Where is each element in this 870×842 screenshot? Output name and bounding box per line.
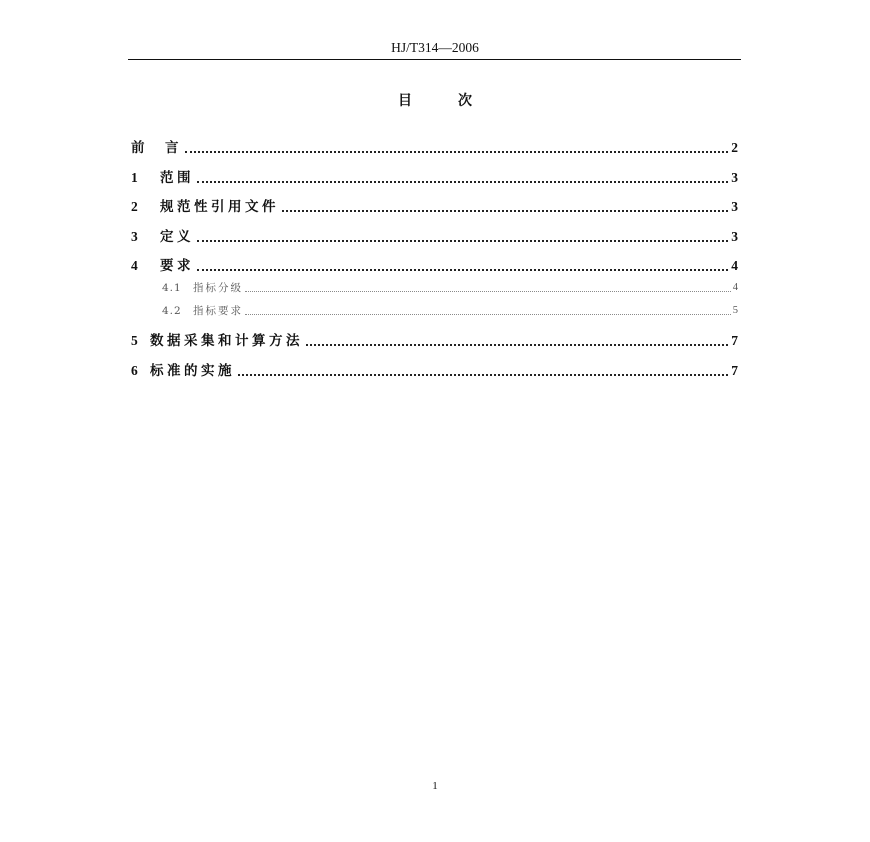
dot-leader [238,374,728,376]
toc-page-number: 7 [731,333,738,348]
toc-entry-title: 范围 [160,169,194,186]
toc-page-number: 3 [731,228,738,244]
toc-entry-title: 定义 [160,228,194,245]
dot-leader [282,210,728,212]
toc-entry-scope[interactable] [131,169,738,187]
toc-subentry-number: 4.1 [162,282,182,294]
footer-page-number: 1 [432,780,438,792]
dot-leader [185,151,728,153]
dot-leader [197,269,728,271]
toc-entry-number: 5 [131,333,138,348]
toc-entry-title: 前 言 [131,140,182,156]
toc-entry-requirements[interactable] [131,257,738,275]
toc-subentry-title: 指标要求 [193,305,243,317]
standard-code-header: HJ/T314—2006 [391,40,479,55]
toc-entry-data-collection-methods[interactable] [131,332,738,350]
toc-title: 目 次 [398,93,478,109]
toc-entry-implementation[interactable] [131,362,738,380]
toc-page-number: 7 [731,362,738,378]
toc-page-number: 4 [732,282,738,293]
dot-leader [306,344,728,346]
toc-entry-title: 数据采集和计算方法 [150,333,303,349]
toc-entry-title: 要求 [160,258,194,274]
toc-entry-number: 2 [131,199,138,214]
toc-entry-normative-references[interactable] [131,198,738,216]
dot-leader [245,291,731,292]
toc-entry-title: 标准的实施 [150,362,235,379]
dot-leader [197,240,728,242]
toc-entry-foreword[interactable] [131,139,738,157]
toc-entry-number: 3 [131,228,138,244]
toc-page-number: 4 [731,258,738,273]
toc-entry-title: 规范性引用文件 [160,199,279,215]
toc-entry-definitions[interactable] [131,228,738,246]
toc-page-number: 2 [731,140,738,155]
table-of-contents [131,139,738,380]
toc-page-number: 3 [731,199,738,214]
toc-subentry-title: 指标分级 [193,282,243,294]
toc-entry-number: 1 [131,169,138,185]
toc-entry-number: 4 [131,258,138,273]
toc-entry-number: 6 [131,362,138,378]
toc-page-number: 5 [732,305,738,316]
toc-page-number: 3 [731,169,738,185]
toc-subentry-number: 4.2 [162,305,182,317]
toc-subentry-indicator-requirements[interactable] [131,304,738,318]
dot-leader [245,314,731,315]
toc-subentry-indicator-grading[interactable] [131,281,738,295]
dot-leader [197,181,728,183]
header-rule [128,59,741,60]
